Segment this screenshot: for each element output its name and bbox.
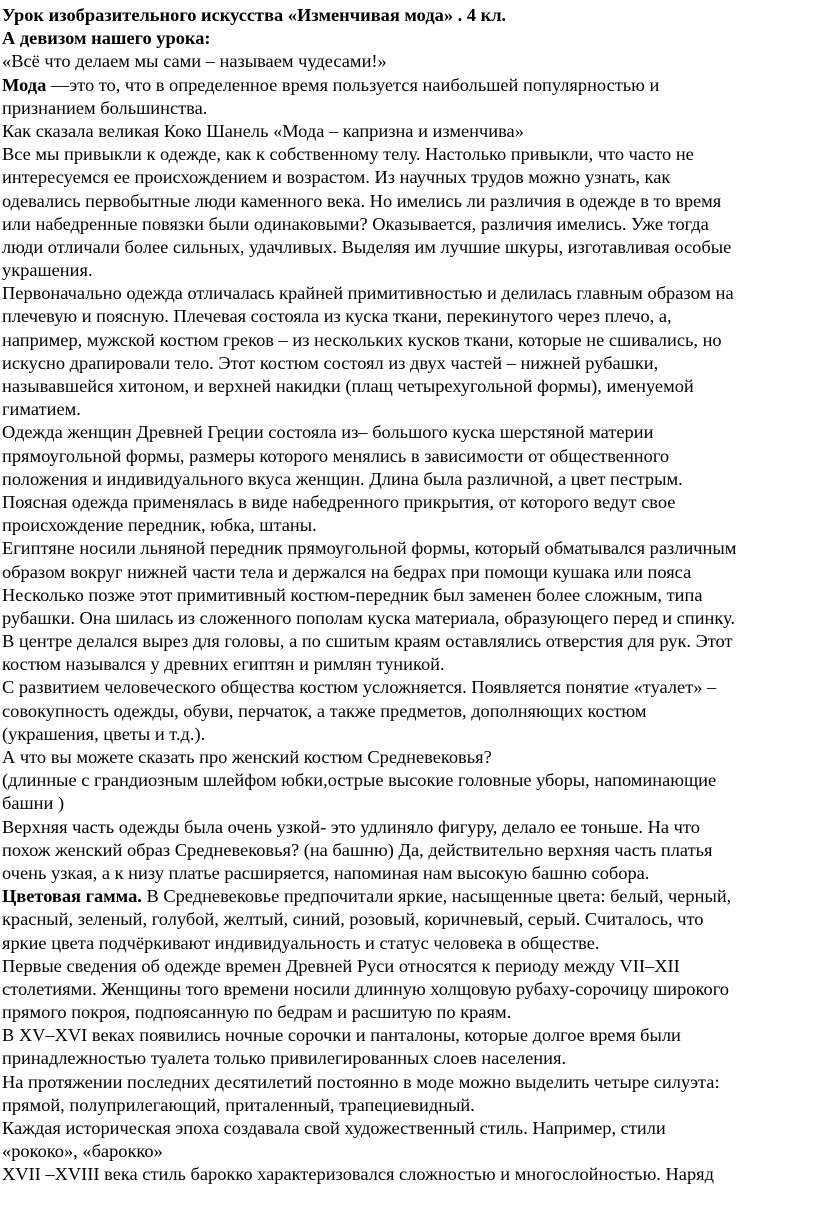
text-line: красный, зеленый, голубой, желтый, синий, розовый, коричневый, серый. Считалось, что (2, 909, 704, 930)
text-line: Египтяне носили льняной передник прямоугольной формы, который обматывался различным (2, 538, 737, 559)
lesson-title: Урок изобразительного искусства «Изменчивая мода» . 4 кл. (2, 5, 507, 25)
text-line: одевались первобытные люди каменного века. Но имелись ли различия в одежде в то время (2, 190, 722, 211)
text-line: или набедренные повязки были одинаковыми? Оказывается, различия имелись. Уже тогда (2, 213, 709, 234)
text-line: костюм назывался у древних египтян и римлян туникой. (2, 654, 445, 675)
text-line: Одежда женщин Древней Греции состояла из– большого куска шерстяной материи (2, 422, 654, 443)
text-line: положения и индивидуального вкуса женщин. Длина была различной, а цвет пестрым. (2, 468, 683, 489)
text-line: Поясная одежда применялась в виде набедренного прикрытия, от которого ведут свое (2, 491, 676, 512)
text-line: Все мы привыкли к одежде, как к собственному телу. Настолько привыкли, что часто не (2, 144, 694, 165)
text-line: интересуемся ее происхождением и возрастом. Из научных трудов можно узнать, как (2, 167, 671, 188)
text-line: образом вокруг нижней части тела и держался на бедрах при помощи кушака или пояса (2, 561, 692, 582)
text-line: Как сказала великая Коко Шанель «Мода – капризна и изменчива» (2, 120, 524, 141)
text-line: (длинные с грандиозным шлейфом юбки,острые высокие головные уборы, напоминающие (2, 770, 717, 791)
text-line: называвшейся хитоном, и верхней накидки (плащ четырехугольной формы), именуемой (2, 376, 694, 396)
text-line: Первоначально одежда отличалась крайней примитивностью и делилась главным образом на (2, 283, 734, 304)
text-line: похож женский образ Средневековья? (на башню) Да, действительно верхняя часть платья (2, 839, 713, 860)
text-line: например, мужской костюм греков – из нескольких кусков ткани, которые не сшивались, но (2, 329, 722, 350)
text-line: люди отличали более сильных, удачливых. Выделяя им лучшие шкуры, изготавливая особые (2, 236, 732, 257)
motto-heading: А девизом нашего урока: (2, 28, 211, 49)
fashion-term: Мода (2, 74, 47, 95)
text-line: В XV–XVI веках появились ночные сорочки и панталоны, которые долгое время были (2, 1025, 681, 1046)
text-line: прямого покроя, подпоясанную по бедрам и расшитую по краям. (2, 1002, 512, 1023)
text-line: прямой, полуприлегающий, приталенный, трапециевидный. (2, 1094, 475, 1115)
text-line: гиматием. (2, 399, 81, 420)
text-line: (украшения, цветы и т.д.). (2, 723, 206, 744)
text-line: искусно драпировали тело. Этот костюм состоял из двух частей – нижней рубашки, (2, 352, 659, 373)
color-gamut-term: Цветовая гамма. (2, 886, 142, 907)
text-line: плечевую и поясную. Плечевая состояла из куска ткани, перекинутого через плечо, а, (2, 306, 672, 327)
body-text-part-1 (2, 120, 814, 885)
text-line: Несколько позже этот примитивный костюм-передник был заменен более сложным, типа (2, 584, 703, 605)
text-line: Верхняя часть одежды была очень узкой- это удлиняло фигуру, делало ее тоньше. На что (2, 816, 700, 837)
body-text-part-2 (2, 908, 814, 1186)
text-line: XVII –XVIII века стиль барокко характеризовался сложностью и многослойностью. Наряд (2, 1164, 714, 1185)
fashion-definition-text: —это то, что в определенное время пользуется наибольшей популярностью и (46, 74, 660, 95)
text-line: Каждая историческая эпоха создавала свой художественный стиль. Например, стили (2, 1118, 666, 1138)
text-line: столетиями. Женщины того времени носили длинную холщовую рубаху-сорочицу широкого (2, 978, 729, 999)
text-line: принадлежностью туалета только привилегированных слоев населения. (2, 1048, 567, 1069)
fashion-definition-line-1 (2, 74, 814, 97)
color-gamut-text: В Средневековье предпочитали яркие, насыщенные цвета: белый, черный, (141, 886, 732, 907)
text-line: рубашки. Она шилась из сложенного пополам куска материала, образующего перед и спинку. (2, 607, 735, 628)
text-line: С развитием человеческого общества костюм усложняется. Появляется понятие «туалет» – (2, 677, 717, 698)
text-line: совокупность одежды, обуви, перчаток, а также предметов, дополняющих костюм (2, 700, 647, 721)
text-line: В центре делался вырез для головы, а по сшитым краям оставлялись отверстия для рук. Этот (2, 631, 733, 652)
text-line: украшения. (2, 260, 93, 281)
color-gamut-line (2, 885, 814, 908)
text-line: яркие цвета подчёркивают индивидуальность и статус человека в обществе. (2, 932, 600, 953)
text-line: «рококо», «барокко» (2, 1141, 163, 1162)
text-line: происхождение передник, юбка, штаны. (2, 515, 317, 536)
fashion-definition-line-2: признанием большинства. (2, 97, 208, 118)
text-line: башни ) (2, 793, 65, 814)
text-line: Первые сведения об одежде времен Древней Руси относятся к периоду между VII–XII (2, 955, 680, 976)
text-line: На протяжении последних десятилетий постоянно в моде можно выделить четыре силуэта: (2, 1071, 720, 1092)
text-line: прямоугольной формы, размеры которого менялись в зависимости от общественного (2, 445, 670, 466)
text-line: очень узкая, а к низу платье расширяется, напоминая нам высокую башню собора. (2, 862, 650, 883)
motto-text: «Всё что делаем мы сами – называем чудесами!» (2, 51, 387, 72)
text-line: А что вы можете сказать про женский костюм Средневековья? (2, 747, 492, 767)
